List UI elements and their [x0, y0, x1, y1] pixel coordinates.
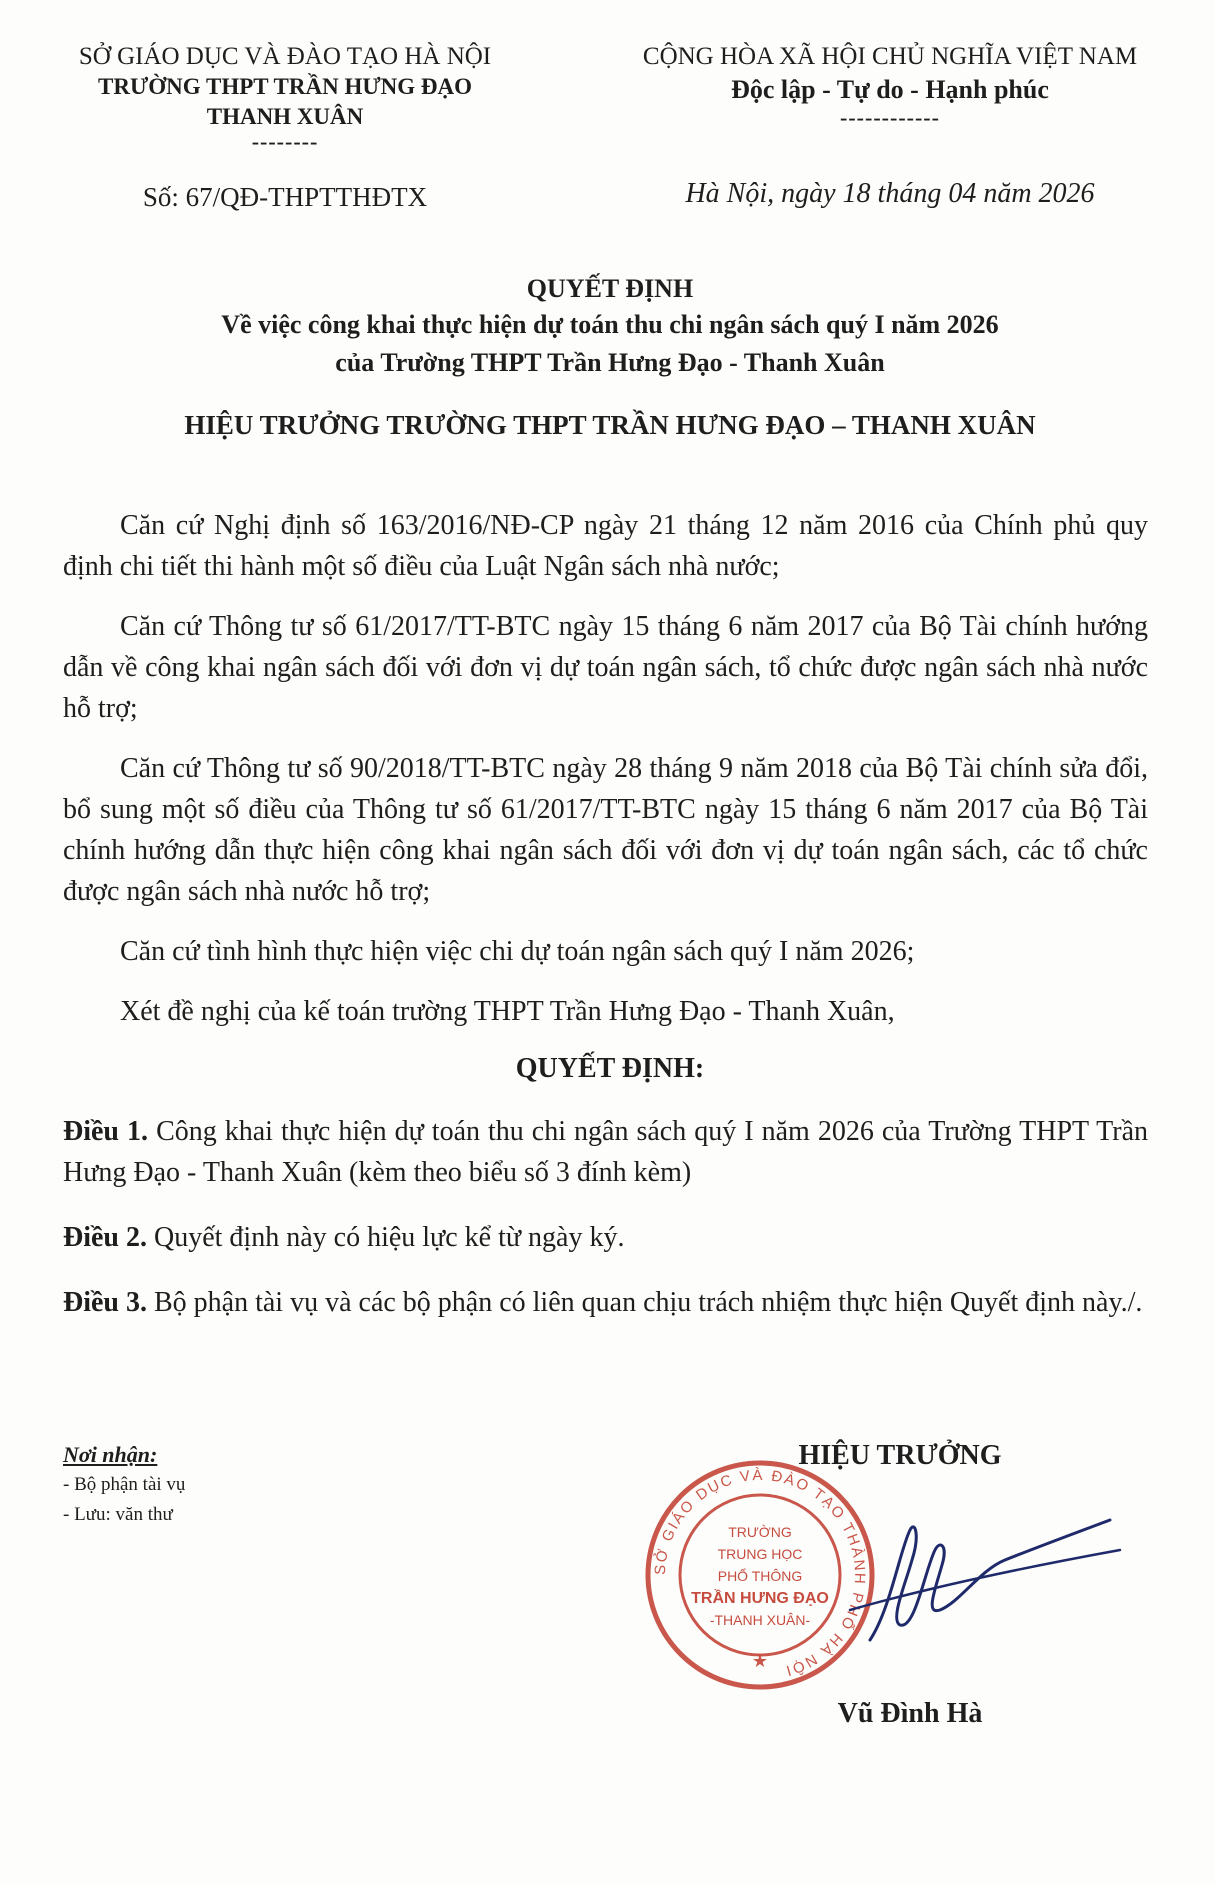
- svg-text:SỞ GIÁO DỤC VÀ ĐÀO TẠO THÀNH P: SỞ GIÁO DỤC VÀ ĐÀO TẠO THÀNH PHỐ HÀ NỘI: [651, 1466, 869, 1680]
- issuer-district: THANH XUÂN: [206, 104, 364, 129]
- national-motto-block: [600, 42, 1180, 128]
- article-text: Bộ phận tài vụ và các bộ phận có liên quan chịu trách nhiệm thực hiện Quyết định này./.: [154, 1287, 1143, 1318]
- preamble-item: Căn cứ Thông tư số 90/2018/TT-BTC ngày 28 tháng 9 năm 2018 của Bộ Tài chính sửa đổi, bổ sung một số điều của Thông tư số 61/2017/TT-BTC ngày 15 tháng 6 năm 2017 của Bộ Tài chính hướng dẫn thực hiện công khai ngân sách đối với đơn vị dự toán ngân sách, các tổ chức được ngân sách nhà nước hỗ trợ;: [63, 753, 1148, 907]
- document-number: Số: 67/QĐ-THPTTHĐTX: [142, 182, 428, 212]
- recipient-item: - Bộ phận tài vụ: [63, 1474, 186, 1495]
- article-3: [63, 1282, 1148, 1323]
- document-title: [40, 272, 1180, 382]
- preamble-item: Căn cứ Nghị định số 163/2016/NĐ-CP ngày 21 tháng 12 năm 2016 của Chính phủ quy định chi tiết thi hành một số điều của Luật Ngân sách nhà nước;: [63, 510, 1148, 582]
- preamble-item: Căn cứ Thông tư số 61/2017/TT-BTC ngày 15 tháng 6 năm 2017 của Bộ Tài chính hướng dẫn về công khai ngân sách đối với đơn vị dự toán ngân sách, tổ chức được ngân sách nhà nước hỗ trợ;: [63, 611, 1148, 724]
- title-subject-line1: Về việc công khai thực hiện dự toán thu chi ngân sách quý I năm 2026: [221, 310, 999, 339]
- articles: [63, 1111, 1148, 1347]
- article-label: Điều 1.: [63, 1116, 149, 1147]
- preamble-item: Căn cứ tình hình thực hiện việc chi dự toán ngân sách quý I năm 2026;: [120, 936, 915, 967]
- issuer-divider: --------: [251, 129, 319, 154]
- recipients-heading: Nơi nhận:: [63, 1442, 158, 1467]
- article-label: Điều 2.: [63, 1222, 147, 1253]
- decision-heading: QUYẾT ĐỊNH:: [515, 1053, 705, 1084]
- article-2: [63, 1217, 1148, 1258]
- issuer-block: [40, 42, 530, 152]
- preamble-item: Xét đề nghị của kế toán trường THPT Trần Hưng Đạo - Thanh Xuân,: [120, 996, 895, 1027]
- title-heading: QUYẾT ĐỊNH: [526, 274, 694, 303]
- issuer-department: SỞ GIÁO DỤC VÀ ĐÀO TẠO HÀ NỘI: [78, 43, 492, 70]
- article-1: [63, 1111, 1148, 1193]
- svg-text:PHỔ THÔNG: PHỔ THÔNG: [717, 1568, 803, 1584]
- signer-name: Vũ Đình Hà: [837, 1698, 983, 1729]
- preamble: [63, 505, 1148, 1051]
- document-date: Hà Nội, ngày 18 tháng 04 năm 2026: [685, 178, 1095, 209]
- article-text: Công khai thực hiện dự toán thu chi ngân sách quý I năm 2026 của Trường THPT Trần Hưng Đạo - Thanh Xuân (kèm theo biểu số 3 đính kèm): [63, 1116, 1149, 1188]
- motto-divider: ------------: [840, 105, 940, 130]
- article-label: Điều 3.: [63, 1287, 147, 1318]
- country-name: CỘNG HÒA XÃ HỘI CHỦ NGHĨA VIỆT NAM: [642, 43, 1138, 70]
- recipient-item: - Lưu: văn thư: [63, 1504, 173, 1525]
- svg-text:TRẦN HƯNG ĐẠO: TRẦN HƯNG ĐẠO: [691, 1590, 829, 1607]
- article-text: Quyết định này có hiệu lực kể từ ngày ký.: [154, 1222, 625, 1253]
- signer-title: HIỆU TRƯỞNG: [798, 1440, 1002, 1471]
- national-motto: Độc lập - Tự do - Hạnh phúc: [731, 75, 1049, 104]
- svg-text:TRƯỜNG: TRƯỜNG: [728, 1524, 792, 1540]
- svg-text:-THANH XUÂN-: -THANH XUÂN-: [709, 1612, 811, 1628]
- svg-text:TRUNG HỌC: TRUNG HỌC: [717, 1546, 803, 1562]
- issuing-authority: HIỆU TRƯỞNG TRƯỜNG THPT TRẦN HƯNG ĐẠO – THANH XUÂN: [184, 410, 1036, 440]
- svg-text:★: ★: [751, 1651, 769, 1671]
- title-subject-line2: của Trường THPT Trần Hưng Đạo - Thanh Xuân: [335, 348, 885, 377]
- issuer-school: TRƯỜNG THPT TRẦN HƯNG ĐẠO: [98, 74, 472, 99]
- recipients-block: [63, 1440, 463, 1530]
- signature-scribble: [830, 1490, 1130, 1670]
